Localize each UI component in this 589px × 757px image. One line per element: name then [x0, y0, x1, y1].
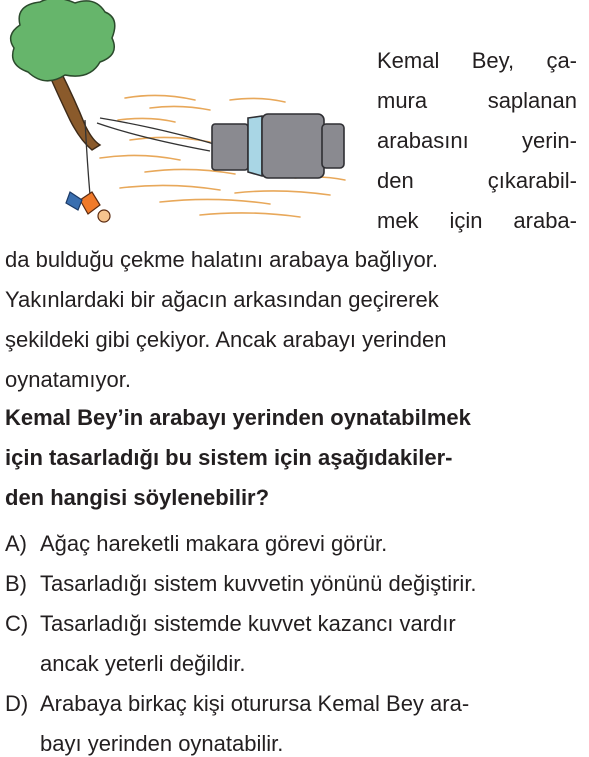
question-line-2: için tasarladığı bu sistem için aşağıdakiler- — [5, 445, 453, 470]
word: ça- — [546, 48, 577, 73]
option-c-text-1[interactable]: Tasarladığı sistemde kuvvet kazancı vardır — [40, 611, 456, 636]
option-b-letter[interactable]: B) — [5, 571, 27, 596]
word: den — [377, 168, 414, 193]
illustration — [0, 0, 370, 240]
option-d-text-2[interactable]: bayı yerinden oynatabilir. — [40, 731, 284, 756]
question-line-3: den hangisi söylenebilir? — [5, 485, 270, 510]
option-d-letter[interactable]: D) — [5, 691, 29, 716]
word: araba- — [513, 208, 577, 233]
word: arabasını — [377, 128, 469, 153]
word: mek — [377, 208, 419, 233]
intro-side-line-2 — [377, 88, 577, 114]
intro-side-line-4 — [377, 168, 577, 194]
word: Kemal — [377, 48, 440, 73]
option-b-text[interactable]: Tasarladığı sistem kuvvetin yönünü değiştirir. — [40, 571, 477, 596]
word: için — [449, 208, 483, 233]
intro-side-line-5 — [377, 208, 577, 234]
option-a-text[interactable]: Ağaç hareketli makara görevi görür. — [40, 531, 388, 556]
intro-line-3: şekildeki gibi çekiyor. Ancak arabayı yerinden — [5, 327, 447, 352]
car — [212, 114, 344, 178]
intro-line-4: oynatamıyor. — [5, 367, 131, 392]
word: mura — [377, 88, 428, 113]
intro-line-2: Yakınlardaki bir ağacın arkasından geçirerek — [5, 287, 439, 312]
option-c-text-2[interactable]: ancak yeterli değildir. — [40, 651, 246, 676]
person — [66, 192, 110, 222]
question-line-1: Kemal Bey’in arabayı yerinden oynatabilmek — [5, 405, 471, 430]
option-c-letter[interactable]: C) — [5, 611, 29, 636]
word: çıkarabil- — [487, 168, 577, 193]
word: saplanan — [487, 88, 577, 113]
tree — [11, 0, 115, 150]
intro-side-line-1 — [377, 48, 577, 74]
word: yerin- — [521, 128, 577, 153]
option-d-text-1[interactable]: Arabaya birkaç kişi oturursa Kemal Bey ara- — [40, 691, 470, 716]
option-a-letter[interactable]: A) — [5, 531, 27, 556]
intro-line-1: da bulduğu çekme halatını arabaya bağlıyor. — [5, 247, 438, 272]
word: Bey, — [471, 48, 515, 73]
intro-side-line-3 — [377, 128, 577, 154]
